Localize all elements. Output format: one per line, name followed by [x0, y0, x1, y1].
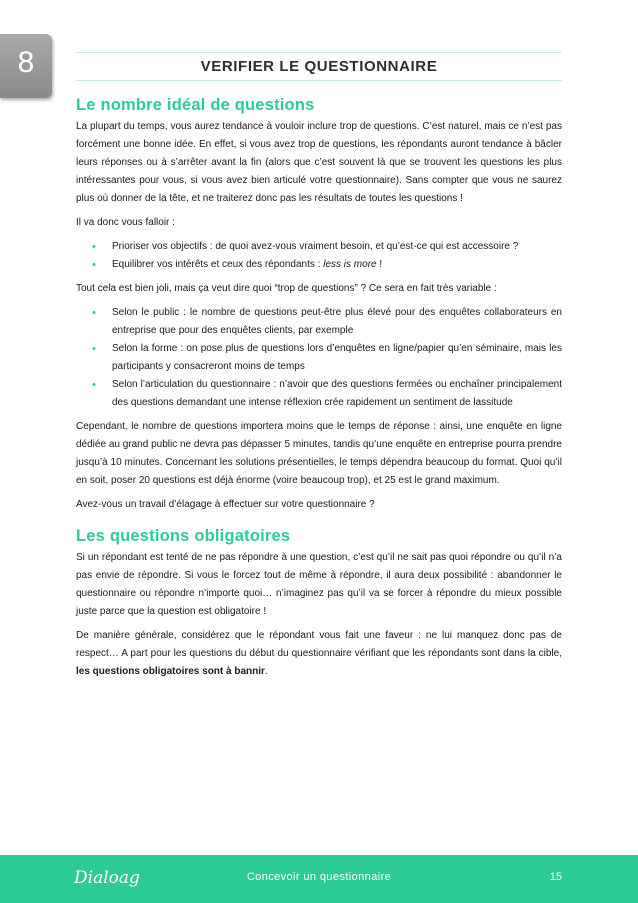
bullet-icon: • — [92, 343, 96, 355]
bullet-icon: • — [92, 241, 96, 253]
footer-document-title: Concevoir un questionnaire — [246, 871, 392, 883]
bullet-icon: • — [92, 307, 96, 319]
header-rule-bottom — [76, 80, 562, 81]
footer-bar — [0, 855, 638, 903]
paragraph: Cependant, le nombre de questions importera moins que le temps de réponse : ainsi, une enquête en ligne dédiée au grand public ne devra pas dépasser 5 minutes, tandis qu’une enquête en entreprise pourra prendre jusqu’à 10 minutes. Concernant les solutions présentielles, le temps dépendra beaucoup du format. Quoi qu’il en soit, poser 20 questions est déjà énorme (voire beaucoup trop), et 25 est le grand maximum. — [76, 421, 562, 486]
header-rule-top — [76, 52, 562, 53]
chapter-title: VERIFIER LE QUESTIONNAIRE — [200, 58, 438, 75]
page-number: 15 — [549, 871, 562, 883]
list-item: • Equilibrer vos intérêts et ceux des répondants : less is more ! — [76, 256, 562, 274]
chapter-number-tab: 8 — [0, 34, 52, 98]
paragraph: La plupart du temps, vous aurez tendance à vouloir inclure trop de questions. C’est naturel, mais ce n’est pas forcément une bonne idée. En effet, si vous avez trop de questions, les répondants auront tendance à bâcler leurs réponses ou à s’arrêter avant la fin (alors que c’est souvent là que se trouvent les questions les plus intéressantes pour vous, si vous avez bien articulé votre questionnaire). Sans compter que vous ne saurez plus où donner de la tête, et ne traiterez donc pas les résultats de toutes les questions ! — [76, 121, 562, 204]
list-item: • Selon l’articulation du questionnaire : n’avoir que des questions fermées ou enchaîner principalement des questions demandant une intense réflexion crée rapidement un sentiment de lassitude — [76, 376, 562, 412]
paragraph: Il va donc vous falloir : — [76, 217, 175, 228]
objectives-list — [76, 238, 562, 274]
list-item: • Selon le public : le nombre de questions peut-être plus élevé pour des enquêtes collaborateurs en entreprise que pour des enquêtes clients, par exemple — [76, 304, 562, 340]
list-item: • Prioriser vos objectifs : de quoi avez-vous vraiment besoin, et qu’est-ce qui est accessoire ? — [76, 238, 562, 256]
paragraph: Tout cela est bien joli, mais ça veut dire quoi “trop de questions” ? Ce sera en fait très variable : — [76, 283, 497, 294]
bullet-icon: • — [92, 259, 96, 271]
section-heading-ideal-number: Le nombre idéal de questions — [76, 96, 315, 114]
bullet-icon: • — [92, 379, 96, 391]
paragraph: De manière générale, considérez que le répondant vous fait une faveur : ne lui manquez donc pas de respect… A part pour les questions du début du questionnaire vérifiant que les répondants sont dans la cible, les questions obligatoires sont à bannir. — [76, 630, 562, 677]
list-item: • Selon la forme : on pose plus de questions lors d’enquêtes en ligne/papier qu’en séminaire, mais les participants y consacreront moins de temps — [76, 340, 562, 376]
paragraph: Si un répondant est tenté de ne pas répondre à une question, c’est qu’il ne sait pas quoi répondre ou qu’il n’a pas envie de répondre. Si vous le forcez tout de même à répondre, il aura deux possibilité : abandonner le questionnaire ou répondre n’importe quoi… n’imaginez pas qu’il va se forcer à répondre du mieux possible juste parce que la question est obligatoire ! — [76, 552, 562, 617]
bold-conclusion: les questions obligatoires sont à bannir — [76, 666, 265, 677]
emphasis-less-is-more: less is more — [323, 259, 377, 270]
criteria-list — [76, 304, 562, 412]
dialoag-logo: Dialoag — [74, 868, 140, 888]
paragraph: Avez-vous un travail d’élagage à effectuer sur votre questionnaire ? — [76, 499, 375, 510]
page-content — [76, 95, 562, 687]
section-heading-mandatory-questions: Les questions obligatoires — [76, 527, 291, 545]
